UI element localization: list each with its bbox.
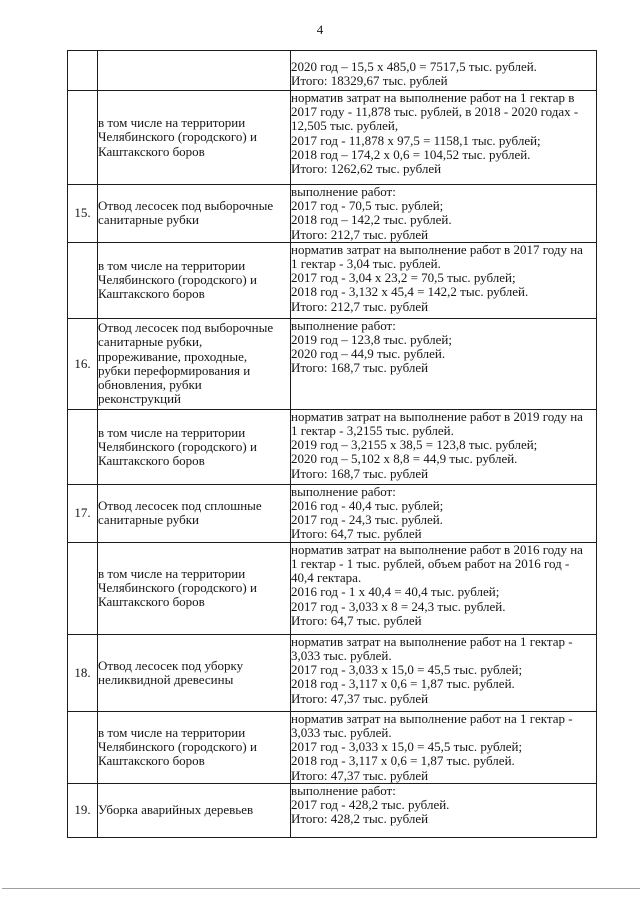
detail-total-line: Итого: 428,2 тыс. рублей (291, 811, 429, 827)
detail-line: 2018 год – 142,2 тыс. рублей. (291, 212, 452, 228)
item-number: 19. (74, 802, 91, 818)
detail-line: 1 гектар - 1 тыс. рублей, объем работ на 2016 год - (291, 556, 570, 572)
detail-line: выполнение работ: (291, 783, 396, 798)
description-line: Отвод лесосек под выборочные (98, 320, 274, 336)
detail-line: 2018 год - 3,132 х 45,4 = 142,2 тыс. рублей. (291, 284, 529, 300)
detail-total-line: Итого: 168,7 тыс. рублей (291, 465, 429, 481)
detail-line: норматив затрат на выполнение работ в 2017 году на (291, 242, 583, 257)
detail-line: 2017 год - 24,3 тыс. рублей. (291, 512, 443, 528)
description-line: рубки переформирования и (98, 362, 251, 378)
description-line: санитарные рубки (98, 212, 199, 228)
detail-line: норматив затрат на выполнение работ на 1 гектар - (291, 711, 573, 726)
table-row (68, 634, 597, 711)
details-cell (291, 409, 597, 484)
detail-line: выполнение работ: (291, 484, 396, 499)
description-line: санитарные рубки (98, 512, 199, 528)
item-number-cell (68, 51, 98, 91)
item-number-cell (68, 783, 98, 837)
detail-total-line: Итого: 18329,67 тыс. рублей (291, 72, 448, 88)
page-number: 4 (316, 22, 324, 37)
details-cell (291, 484, 597, 542)
description-line: в том числе на территории (98, 725, 246, 741)
detail-line: 3,033 тыс. рублей. (291, 648, 392, 664)
item-number: 16. (74, 355, 91, 371)
description-line: Каштакского боров (98, 143, 205, 159)
table-row (68, 542, 597, 634)
description-line: в том числе на территории (98, 424, 246, 440)
description-line: Отвод лесосек под выборочные (98, 198, 274, 214)
detail-line: норматив затрат на выполнение работ в 2019 году на (291, 409, 583, 424)
detail-total-line: Итого: 1262,62 тыс. рублей (291, 161, 442, 177)
item-number-cell (68, 484, 98, 542)
item-number-cell (68, 91, 98, 185)
item-number: 17. (74, 505, 91, 521)
item-number: 18. (74, 664, 91, 680)
detail-line: выполнение работ: (291, 184, 396, 199)
detail-line: 2018 год - 3,117 х 0,6 = 1,87 тыс. рублей. (291, 676, 515, 692)
details-cell (291, 783, 597, 837)
works-table (67, 50, 597, 838)
table-row (68, 318, 597, 409)
detail-line: 1 гектар - 3,04 тыс. рублей. (291, 256, 441, 272)
description-cell (98, 242, 291, 318)
detail-line: норматив затрат на выполнение работ на 1 гектар в (291, 90, 575, 105)
scan-edge-line (2, 888, 640, 889)
description-cell (98, 634, 291, 711)
table-row (68, 51, 597, 91)
detail-line: 2017 год - 428,2 тыс. рублей. (291, 797, 450, 813)
description-cell (98, 91, 291, 185)
description-line: реконструкций (98, 391, 182, 407)
table-row (68, 711, 597, 783)
table-row (68, 783, 597, 837)
description-cell (98, 409, 291, 484)
detail-line: 2020 год – 15,5 х 485,0 = 7517,5 тыс. рублей. (291, 58, 537, 74)
detail-total-line: Итого: 212,7 тыс. рублей (291, 298, 429, 314)
detail-line: 2017 год - 3,04 х 23,2 = 70,5 тыс. рублей; (291, 270, 516, 286)
details-cell (291, 542, 597, 634)
detail-line: 2019 год – 3,2155 х 38,5 = 123,8 тыс. рублей; (291, 437, 538, 453)
details-cell (291, 711, 597, 783)
description-line: Каштакского боров (98, 594, 205, 610)
details-cell (291, 634, 597, 711)
detail-line: 2017 год - 3,033 х 15,0 = 45,5 тыс. рублей; (291, 662, 523, 678)
table-row (68, 484, 597, 542)
detail-total-line: Итого: 212,7 тыс. рублей (291, 226, 429, 242)
detail-line: 2020 год – 44,9 тыс. рублей. (291, 346, 446, 362)
description-line: Челябинского (городского) и (98, 438, 257, 454)
detail-line: 12,505 тыс. рублей, (291, 118, 399, 134)
detail-total-line: Итого: 47,37 тыс. рублей (291, 767, 429, 783)
detail-line: 2018 год – 174,2 х 0,6 = 104,52 тыс. рублей. (291, 146, 531, 162)
details-cell (291, 185, 597, 243)
item-number-cell (68, 318, 98, 409)
detail-line: 2018 год - 3,117 х 0,6 = 1,87 тыс. рублей. (291, 753, 515, 769)
description-line: неликвидной древесины (98, 671, 234, 687)
description-line: Уборка аварийных деревьев (98, 802, 254, 818)
description-line: обновления, рубки (98, 377, 202, 393)
description-line: Челябинского (городского) и (98, 580, 257, 596)
detail-line: 2017 год - 11,878 х 97,5 = 1158,1 тыс. рублей; (291, 132, 541, 148)
description-cell (98, 783, 291, 837)
details-cell (291, 242, 597, 318)
table-row (68, 91, 597, 185)
description-line: Каштакского боров (98, 286, 205, 302)
detail-total-line: Итого: 64,7 тыс. рублей (291, 612, 422, 628)
description-line: прореживание, проходные, (98, 348, 248, 364)
item-number-cell (68, 711, 98, 783)
item-number-cell (68, 634, 98, 711)
description-cell (98, 542, 291, 634)
details-cell (291, 318, 597, 409)
detail-total-line: Итого: 168,7 тыс. рублей (291, 360, 429, 376)
item-number-cell (68, 242, 98, 318)
detail-line: 2017 год - 3,033 х 15,0 = 45,5 тыс. рублей; (291, 739, 523, 755)
description-line: Челябинского (городского) и (98, 272, 257, 288)
details-cell (291, 91, 597, 185)
table-row (68, 409, 597, 484)
detail-line: норматив затрат на выполнение работ в 2016 году на (291, 542, 583, 557)
description-line: Отвод лесосек под сплошные (98, 498, 262, 514)
detail-line: 2016 год - 1 х 40,4 = 40,4 тыс. рублей; (291, 584, 500, 600)
description-cell (98, 185, 291, 243)
description-line: санитарные рубки, (98, 334, 203, 350)
table-row (68, 185, 597, 243)
description-line: Отвод лесосек под уборку (98, 657, 244, 673)
item-number: 15. (74, 205, 91, 221)
description-line: Каштакского боров (98, 452, 205, 468)
works-table-body (68, 51, 597, 838)
detail-line: 3,033 тыс. рублей. (291, 725, 392, 741)
detail-line: 2019 год – 123,8 тыс. рублей; (291, 332, 452, 348)
description-line: Каштакского боров (98, 753, 205, 769)
item-number-cell (68, 185, 98, 243)
item-number-cell (68, 542, 98, 634)
detail-line: 2017 год - 70,5 тыс. рублей; (291, 198, 444, 214)
description-line: в том числе на территории (98, 566, 246, 581)
description-cell (98, 711, 291, 783)
table-row (68, 242, 597, 318)
description-cell (98, 484, 291, 542)
detail-total-line: Итого: 47,37 тыс. рублей (291, 690, 429, 706)
description-line: в том числе на территории (98, 115, 246, 131)
description-line: Челябинского (городского) и (98, 129, 257, 145)
detail-line: 1 гектар - 3,2155 тыс. рублей. (291, 423, 454, 439)
description-line: Челябинского (городского) и (98, 739, 257, 755)
detail-line: 2017 году - 11,878 тыс. рублей, в 2018 - 2020 годах - (291, 104, 579, 120)
description-cell (98, 318, 291, 409)
detail-line: 40,4 гектара. (291, 570, 362, 586)
item-number-cell (68, 409, 98, 484)
detail-line: норматив затрат на выполнение работ на 1 гектар - (291, 634, 573, 649)
detail-total-line: Итого: 64,7 тыс. рублей (291, 526, 422, 542)
detail-line: 2020 год – 5,102 х 8,8 = 44,9 тыс. рублей. (291, 451, 518, 467)
detail-line: 2016 год - 40,4 тыс. рублей; (291, 498, 444, 514)
detail-line: 2017 год - 3,033 х 8 = 24,3 тыс. рублей. (291, 598, 506, 614)
description-line: в том числе на территории (98, 258, 246, 273)
details-cell (291, 51, 597, 91)
description-cell (98, 51, 291, 91)
detail-line: выполнение работ: (291, 318, 396, 333)
